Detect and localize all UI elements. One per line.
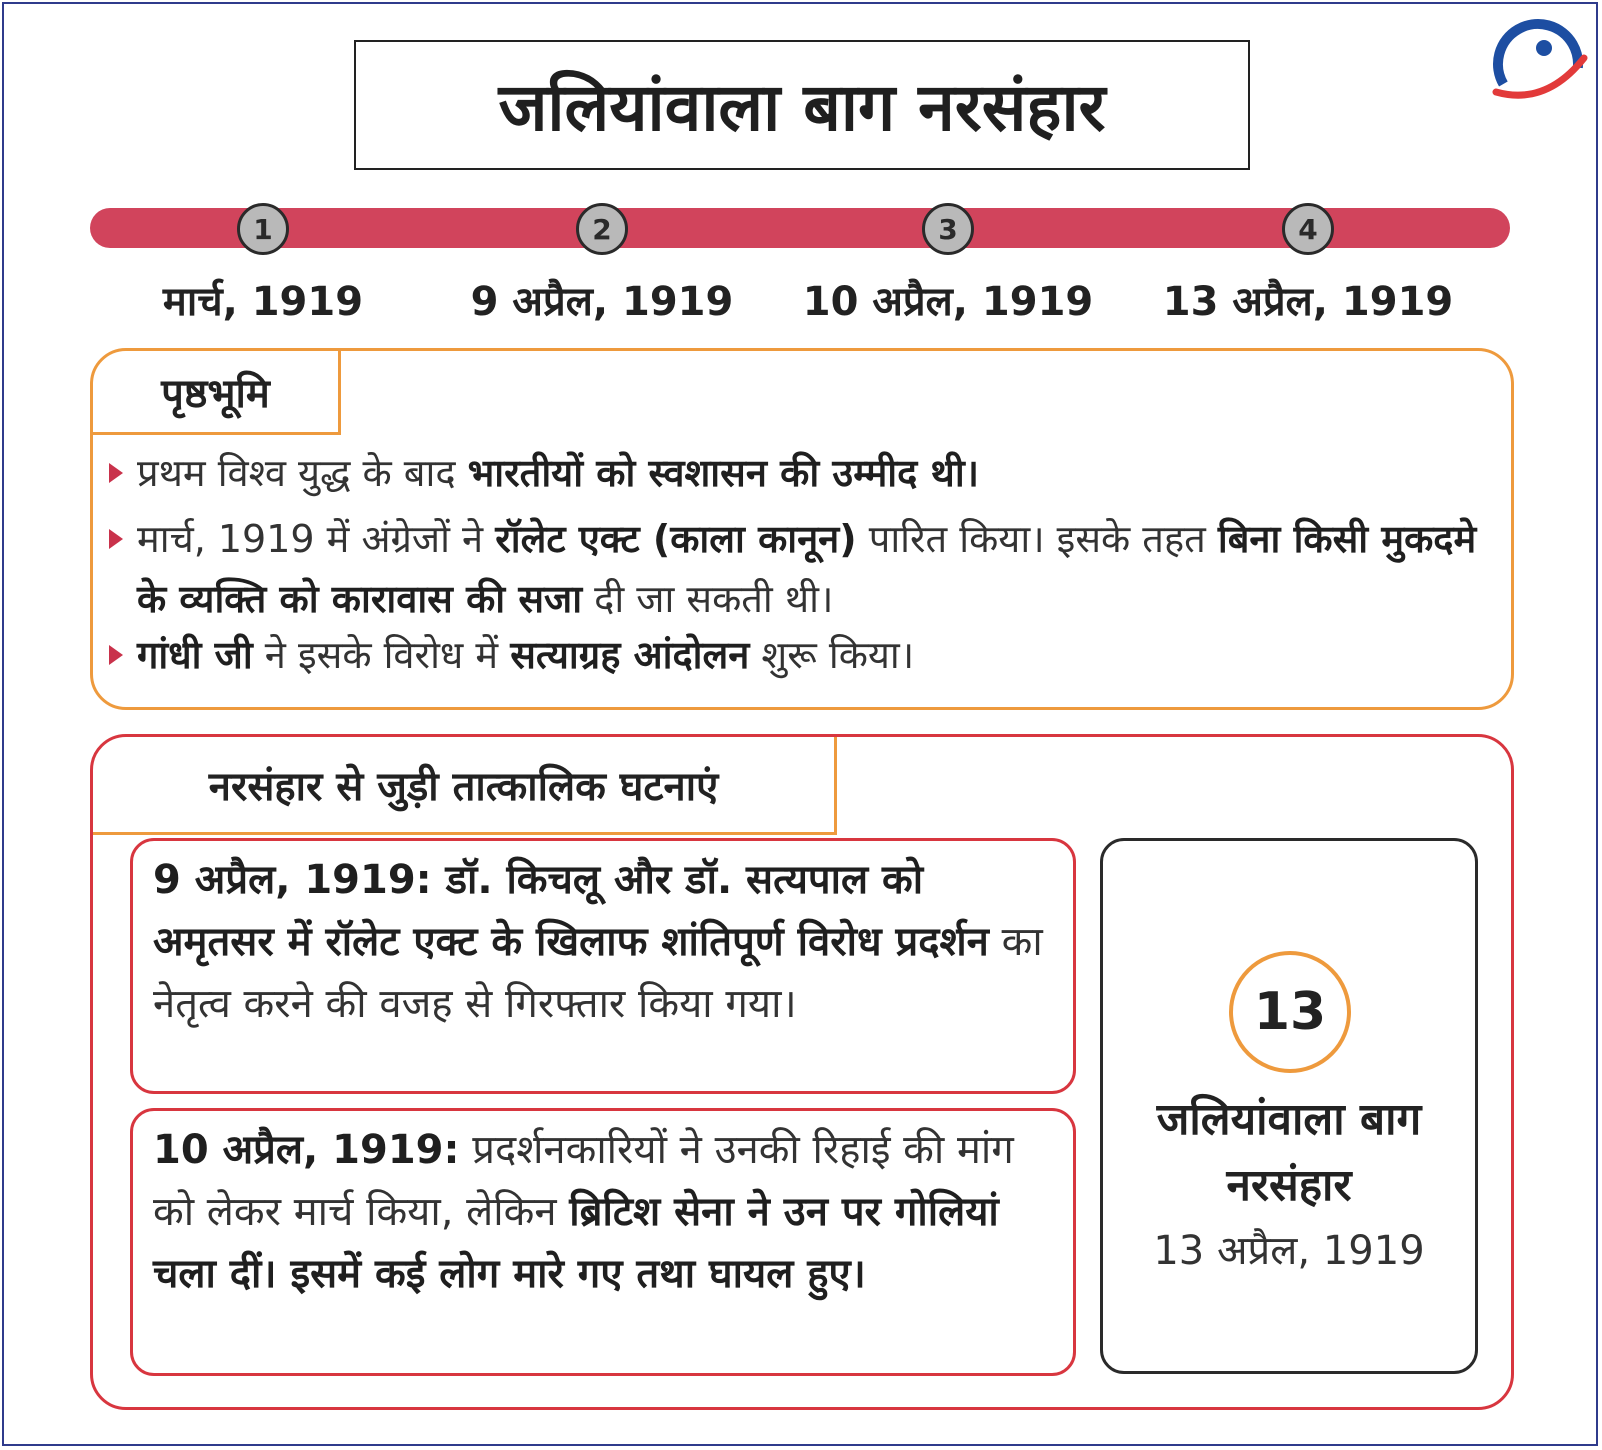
massacre-date: 13 अप्रैल, 1919 xyxy=(1153,1228,1425,1274)
date-circle: 13 xyxy=(1229,951,1351,1073)
logo-icon xyxy=(1486,14,1592,110)
bullet-arrow-icon xyxy=(109,463,123,483)
bullet-text: पारित किया। इसके तहत xyxy=(856,517,1218,561)
event-text: प्रदर्शनकारियों ने उनकी रिहाई की मांग को लेकर मार्च किया, लेकिन xyxy=(153,1127,1014,1235)
event-text-bold: ब्रिटिश सेना ने उन पर गोलियां चला दीं। इसमें कई लोग मारे गए तथा घायल हुए। xyxy=(153,1189,999,1297)
massacre-title: जलियांवाला बाग नरसंहार xyxy=(1156,1094,1422,1211)
background-bullet-1 xyxy=(109,443,1499,503)
timeline-date-2: 9 अप्रैल, 1919 xyxy=(470,279,734,325)
event-card-2 xyxy=(130,1108,1076,1376)
bullet-arrow-icon xyxy=(109,645,123,665)
events-heading: नरसंहार से जुड़ी तात्कालिक घटनाएं xyxy=(93,737,837,835)
bullet-text: ने इसके विरोध में xyxy=(252,633,511,677)
timeline-node-1: 1 xyxy=(237,203,289,255)
bullet-text-bold: भारतीयों को स्वशासन की उम्मीद थी। xyxy=(467,451,980,495)
timeline-date-1: मार्च, 1919 xyxy=(162,279,364,325)
bullet-text: शुरू किया। xyxy=(749,633,915,677)
bullet-text: प्रथम विश्व युद्ध के बाद xyxy=(137,451,468,495)
bullet-arrow-icon xyxy=(109,529,123,549)
event-text-bold: 9 अप्रैल, 1919: डॉ. किचलू और डॉ. सत्यपाल को अमृतसर में रॉलेट एक्ट के खिलाफ शांतिपूर्ण विरोध प्रदर्शन xyxy=(153,857,989,965)
bullet-text-bold: गांधी जी xyxy=(137,633,253,677)
background-heading: पृष्ठभूमि xyxy=(93,351,341,435)
timeline-date-3: 10 अप्रैल, 1919 xyxy=(802,279,1094,325)
timeline-node-2: 2 xyxy=(576,203,628,255)
title-box xyxy=(354,40,1250,170)
timeline-node-3: 3 xyxy=(922,203,974,255)
page-title: जलियांवाला बाग नरसंहार xyxy=(498,69,1106,146)
bullet-text: मार्च, 1919 में अंग्रेजों ने xyxy=(137,517,496,561)
event-card-1 xyxy=(130,838,1076,1094)
background-bullet-3 xyxy=(109,625,1499,685)
bullet-text-bold: रॉलेट एक्ट (काला कानून) xyxy=(495,517,857,561)
event-text: का नेतृत्व करने की वजह से गिरफ्तार किया गया। xyxy=(153,919,1043,1027)
bullet-text-bold: बिना किसी मुकदमे के व्यक्ति को कारावास की सजा xyxy=(137,517,1477,621)
background-bullet-2 xyxy=(109,509,1499,629)
timeline-date-4: 13 अप्रैल, 1919 xyxy=(1162,279,1454,325)
massacre-card xyxy=(1100,838,1478,1374)
bullet-text: दी जा सकती थी। xyxy=(582,577,834,621)
background-section xyxy=(90,348,1514,710)
event-text-bold: 10 अप्रैल, 1919: xyxy=(153,1127,460,1173)
bullet-text-bold: सत्याग्रह आंदोलन xyxy=(510,633,750,677)
timeline-node-4: 4 xyxy=(1282,203,1334,255)
